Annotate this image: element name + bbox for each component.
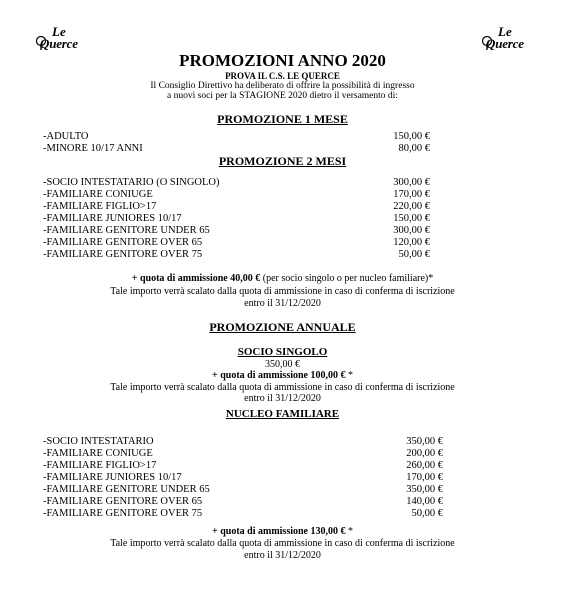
- price-value: 50,00 €: [411, 508, 443, 519]
- single-member-price: 350,00 €: [265, 359, 300, 370]
- price-label: -FAMILIARE GENITORE OVER 75: [43, 249, 203, 260]
- deduction-note-line-1: Tale importo verrà scalato dalla quota di ammissione in caso di conferma di iscrizione: [110, 286, 455, 297]
- price-value: 350,00 €: [406, 436, 443, 447]
- price-value: 150,00 €: [393, 213, 430, 224]
- admission-fee-line: [0, 273, 565, 284]
- le-querce-logo-right: [482, 24, 540, 53]
- admission-fee-note: *: [345, 526, 353, 537]
- deduction-note-line-1: Tale importo verrà scalato dalla quota di ammissione in caso di conferma di iscrizione: [110, 538, 455, 549]
- price-label: -SOCIO INTESTATARIO (O SINGOLO): [43, 177, 220, 188]
- admission-fee-line: [0, 370, 565, 381]
- price-value: 80,00 €: [398, 143, 430, 154]
- price-label: -FAMILIARE GENITORE OVER 75: [43, 508, 203, 519]
- page-subtitle: PROVA IL C.S. LE QUERCE: [225, 71, 340, 81]
- logo-text-le: Le: [52, 24, 66, 39]
- price-value: 170,00 €: [393, 189, 430, 200]
- price-value: 200,00 €: [406, 448, 443, 459]
- price-label: -FAMILIARE JUNIORES 10/17: [43, 213, 182, 224]
- price-label: -FAMILIARE FIGLIO>17: [43, 201, 157, 212]
- logo-text-querce: Querce: [486, 36, 524, 51]
- intro-line-2: a nuovi soci per la STAGIONE 2020 dietro il versamento di:: [167, 91, 398, 101]
- family-heading: NUCLEO FAMILIARE: [225, 408, 340, 420]
- price-label: -FAMILIARE FIGLIO>17: [43, 460, 157, 471]
- price-label: -FAMILIARE GENITORE OVER 65: [43, 237, 203, 248]
- page-title: PROMOZIONI ANNO 2020: [179, 51, 386, 70]
- logo-text-le: Le: [498, 24, 512, 39]
- price-value: 120,00 €: [393, 237, 430, 248]
- admission-fee-amount: + quota di ammissione 130,00 €: [212, 526, 346, 537]
- intro-line-1: Il Consiglio Direttivo ha deliberato di offrire la possibilità di ingresso: [150, 81, 415, 91]
- deduction-note-line-1: Tale importo verrà scalato dalla quota di ammissione in caso di conferma di iscrizione: [110, 382, 455, 393]
- admission-fee-amount: + quota di ammissione 40,00 €: [131, 273, 261, 284]
- price-value: 170,00 €: [406, 472, 443, 483]
- logo-text-querce: Querce: [40, 36, 78, 51]
- deduction-note-line-2: entro il 31/12/2020: [244, 393, 321, 404]
- admission-fee-line: [0, 526, 565, 537]
- price-value: 300,00 €: [393, 225, 430, 236]
- deduction-note-line-2: entro il 31/12/2020: [244, 550, 321, 561]
- annual-promo-heading: PROMOZIONE ANNUALE: [209, 320, 356, 334]
- price-label: -MINORE 10/17 ANNI: [43, 143, 143, 154]
- promo-2-months-heading: PROMOZIONE 2 MESI: [218, 154, 347, 168]
- price-label: -ADULTO: [43, 131, 89, 142]
- price-label: -FAMILIARE GENITORE UNDER 65: [43, 225, 210, 236]
- price-value: 220,00 €: [393, 201, 430, 212]
- price-label: -FAMILIARE JUNIORES 10/17: [43, 472, 182, 483]
- price-label: -FAMILIARE CONIUGE: [43, 189, 153, 200]
- price-label: -SOCIO INTESTATARIO: [43, 436, 154, 447]
- admission-fee-note: (per socio singolo o per nucleo familiare)*: [260, 273, 434, 284]
- admission-fee-amount: + quota di ammissione 100,00 €: [212, 370, 346, 381]
- price-label: -FAMILIARE GENITORE UNDER 65: [43, 484, 210, 495]
- price-value: 140,00 €: [406, 496, 443, 507]
- price-label: -FAMILIARE CONIUGE: [43, 448, 153, 459]
- promo-1-month-heading: PROMOZIONE 1 MESE: [217, 112, 348, 126]
- price-value: 50,00 €: [398, 249, 430, 260]
- price-value: 150,00 €: [393, 131, 430, 142]
- admission-fee-note: *: [345, 370, 353, 381]
- le-querce-logo-left: [36, 24, 94, 53]
- price-label: -FAMILIARE GENITORE OVER 65: [43, 496, 203, 507]
- deduction-note-line-2: entro il 31/12/2020: [244, 298, 321, 309]
- price-value: 260,00 €: [406, 460, 443, 471]
- single-member-heading: SOCIO SINGOLO: [237, 346, 328, 358]
- price-value: 350,00 €: [406, 484, 443, 495]
- price-value: 300,00 €: [393, 177, 430, 188]
